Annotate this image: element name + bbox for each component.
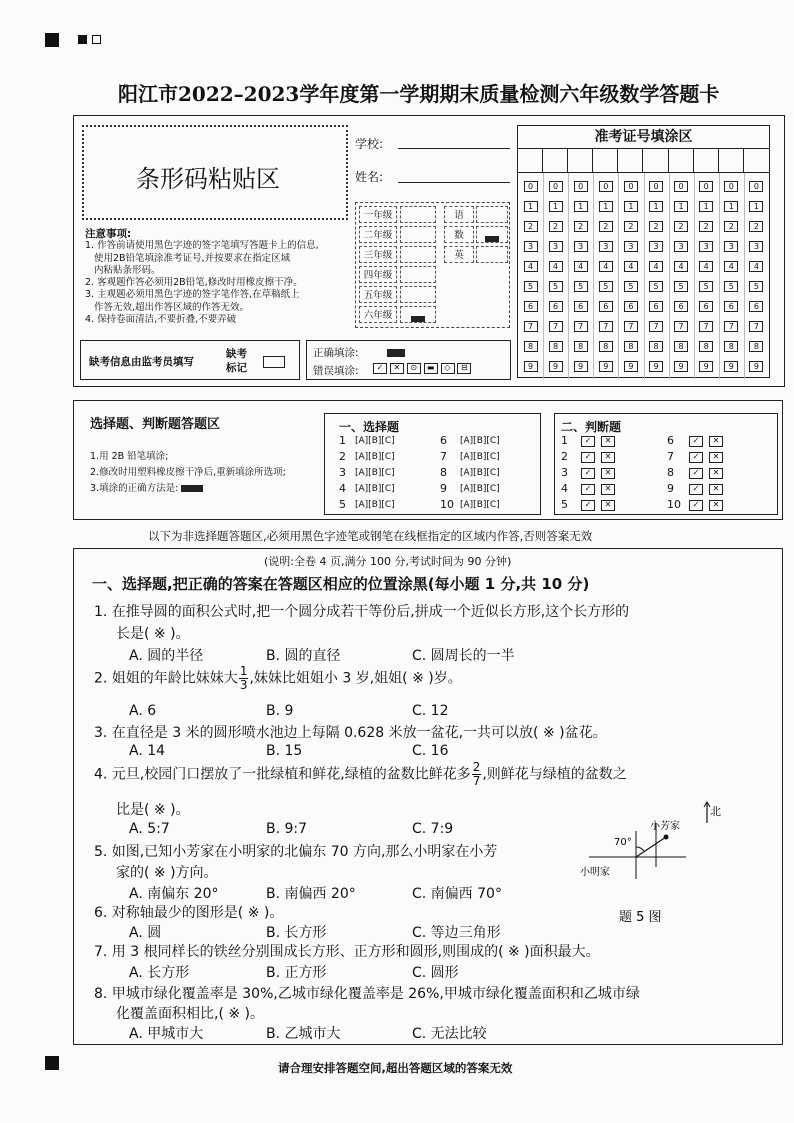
footer-note: 请合理安排答题空间,超出答题区域的答案无效 xyxy=(278,1061,513,1075)
objective-answer-area xyxy=(73,400,783,520)
q8-option-c: C. 无法比较 xyxy=(412,1026,487,1042)
fig-angle-arc xyxy=(636,847,644,851)
subject-math-fill[interactable] xyxy=(476,226,508,243)
exam-digit-bubble[interactable]: 5 xyxy=(624,281,638,292)
q2-option-a: A. 6 xyxy=(129,703,157,719)
exam-digit-bubble[interactable]: 0 xyxy=(549,181,563,192)
wrong-mark-dash: ▬ xyxy=(424,363,438,374)
wrong-mark-check: ✓ xyxy=(373,363,387,374)
exam-digit-bubble[interactable]: 4 xyxy=(624,261,638,272)
judge-true-bubble[interactable]: ✓ xyxy=(689,436,703,447)
choice-box xyxy=(324,413,541,515)
instruction-line: 3.填涂的正确方法是: xyxy=(90,481,286,497)
exam-digit-bubble[interactable]: 4 xyxy=(674,261,688,272)
judge-true-bubble[interactable]: ✓ xyxy=(581,484,595,495)
choice-options[interactable]: [A][B][C] xyxy=(355,436,395,446)
subject-chinese: 语 xyxy=(444,206,474,223)
grade-2: 二年级 xyxy=(359,226,397,243)
page-mark xyxy=(78,35,87,44)
question-5: 5. 如图,已知小芳家在小明家的北偏东 70 方向,那么小明家在小芳 xyxy=(94,844,498,860)
notes xyxy=(85,228,347,326)
north-label: 北 xyxy=(710,805,721,818)
choice-options[interactable]: [A][B][C] xyxy=(355,484,395,494)
exam-digit-bubble[interactable]: 8 xyxy=(549,341,563,352)
exam-digit-bubble[interactable]: 4 xyxy=(599,261,613,272)
exam-digit-bubble[interactable]: 1 xyxy=(599,201,613,212)
question-5-figure xyxy=(574,799,724,924)
exam-digit-bubble[interactable]: 0 xyxy=(674,181,688,192)
wrong-mark-diamond: ◇ xyxy=(441,363,455,374)
note-line: 2. 客观题作答必须用2B铅笔,修改时用橡皮擦干净。 xyxy=(85,277,303,289)
choice-number: 8 xyxy=(440,466,447,479)
grade-6: 六年级 xyxy=(359,306,397,323)
question-3: 3. 在直径是 3 米的圆形喷水池边上每隔 0.628 米放一盆花,一共可以放( ※ )盆花。 xyxy=(94,725,607,741)
grade-4: 四年级 xyxy=(359,266,397,283)
q4-option-b: B. 9:7 xyxy=(266,821,308,837)
exam-digit-bubble[interactable]: 6 xyxy=(549,301,563,312)
fig-xiaoming-label: 小明家 xyxy=(580,867,610,878)
choice-options[interactable]: [A][B][C] xyxy=(460,484,500,494)
exam-digit-bubble[interactable]: 9 xyxy=(749,361,763,372)
judge-true-bubble[interactable]: ✓ xyxy=(581,500,595,511)
choice-options[interactable]: [A][B][C] xyxy=(460,436,500,446)
exam-digit-bubble[interactable]: 8 xyxy=(649,341,663,352)
exam-digit-bubble[interactable]: 5 xyxy=(549,281,563,292)
q5-option-b: B. 南偏西 20° xyxy=(266,886,356,902)
exam-digit-bubble[interactable]: 8 xyxy=(749,341,763,352)
wrong-mark-circle: ⊙ xyxy=(407,363,421,374)
answer-body xyxy=(73,548,783,1045)
instruction-line: 2.修改时用塑料橡皮擦干净后,重新填涂所选项; xyxy=(90,467,286,478)
wrong-mark-line: ⊟ xyxy=(457,363,471,374)
exam-digit-bubble[interactable]: 8 xyxy=(624,341,638,352)
exam-digit-bubble[interactable]: 1 xyxy=(699,201,713,212)
instruction-line: 1.用 2B 铅笔填涂; xyxy=(90,451,169,462)
judge-true-bubble[interactable]: ✓ xyxy=(581,468,595,479)
judge-number: 7 xyxy=(667,450,674,463)
exam-digit-bubble[interactable]: 6 xyxy=(624,301,638,312)
exam-number-col-divider xyxy=(669,173,670,379)
exam-digit-bubble[interactable]: 4 xyxy=(724,261,738,272)
exam-number-write-cell[interactable] xyxy=(618,148,643,172)
exam-number-write-cell[interactable] xyxy=(719,148,744,172)
note-line: 使用2B铅笔填涂准考证号,并按要求在指定区域 xyxy=(94,252,291,264)
judge-box xyxy=(554,413,778,515)
question-1-cont: 长是( ※ )。 xyxy=(116,626,190,642)
exam-number-write-cell[interactable] xyxy=(644,148,669,172)
absent-mark-box[interactable] xyxy=(263,356,285,368)
exam-digit-bubble[interactable]: 1 xyxy=(724,201,738,212)
judge-true-bubble[interactable]: ✓ xyxy=(689,484,703,495)
exam-number-col-divider xyxy=(694,173,695,379)
exam-digit-bubble[interactable]: 0 xyxy=(599,181,613,192)
exam-digit-bubble[interactable]: 9 xyxy=(724,361,738,372)
q6-option-b: B. 长方形 xyxy=(266,925,327,941)
exam-digit-bubble[interactable]: 2 xyxy=(574,221,588,232)
note-line: 3. 主观题必须用黑色字迹的签字笔作答,在草稿纸上 xyxy=(85,289,300,301)
exam-digit-bubble[interactable]: 6 xyxy=(724,301,738,312)
exam-digit-bubble[interactable]: 1 xyxy=(549,201,563,212)
exam-digit-bubble[interactable]: 4 xyxy=(549,261,563,272)
fig-caption: 题 5 图 xyxy=(619,910,662,924)
judge-number: 4 xyxy=(561,482,568,495)
exam-digit-bubble[interactable]: 2 xyxy=(724,221,738,232)
question-8: 8. 甲城市绿化覆盖率是 30%,乙城市绿化覆盖率是 26%,甲城市绿化覆盖面积和乙城市绿 xyxy=(94,986,640,1002)
exam-digit-bubble[interactable]: 0 xyxy=(649,181,663,192)
exam-digit-bubble[interactable]: 2 xyxy=(599,221,613,232)
exam-digit-bubble[interactable]: 3 xyxy=(574,241,588,252)
q6-option-c: C. 等边三角形 xyxy=(412,925,501,941)
grade-5: 五年级 xyxy=(359,286,397,303)
exam-digit-bubble[interactable]: 8 xyxy=(574,341,588,352)
subject-english: 英 xyxy=(444,246,474,263)
q2-option-c: C. 12 xyxy=(412,703,449,719)
fraction-two-sevenths: $\frac{2}{7}$ xyxy=(472,760,481,788)
question-8-cont: 化覆盖面积相比,( ※ )。 xyxy=(116,1006,265,1022)
judge-number: 1 xyxy=(561,434,568,447)
exam-number-col-divider xyxy=(644,173,645,379)
exam-digit-bubble[interactable]: 0 xyxy=(724,181,738,192)
exam-digit-bubble[interactable]: 7 xyxy=(599,321,613,332)
note-line: 内粘贴条形码。 xyxy=(94,264,161,276)
choice-number: 3 xyxy=(339,466,346,479)
exam-digit-bubble[interactable]: 5 xyxy=(699,281,713,292)
exam-digit-bubble[interactable]: 3 xyxy=(674,241,688,252)
subject-math: 数 xyxy=(444,226,474,243)
judge-number: 9 xyxy=(667,482,674,495)
choice-options[interactable]: [A][B][C] xyxy=(355,500,395,510)
exam-digit-bubble[interactable]: 6 xyxy=(674,301,688,312)
exam-digit-bubble[interactable]: 0 xyxy=(624,181,638,192)
exam-digit-bubble[interactable]: 9 xyxy=(699,361,713,372)
name-label: 姓名: xyxy=(355,170,384,184)
q7-option-a: A. 长方形 xyxy=(129,965,190,981)
exam-digit-bubble[interactable]: 2 xyxy=(674,221,688,232)
q8-option-b: B. 乙城市大 xyxy=(266,1026,341,1042)
non-choice-notice: 以下为非选择题答题区,必须用黑色字迹笔或钢笔在线框指定的区域内作答,否则答案无效 xyxy=(148,529,593,543)
q1-option-c: C. 圆周长的一半 xyxy=(412,648,515,664)
fraction-one-third: $\frac{1}{3}$ xyxy=(239,664,248,692)
question-4-cont: 比是( ※ )。 xyxy=(116,802,190,818)
paper-explain: (说明:全卷 4 页,满分 100 分,考试时间为 90 分钟) xyxy=(264,555,512,568)
q5-option-c: C. 南偏西 70° xyxy=(412,886,502,902)
judge-number: 8 xyxy=(667,466,674,479)
judge-false-bubble[interactable]: ✕ xyxy=(709,484,723,495)
objective-instructions xyxy=(90,449,286,497)
q6-option-a: A. 圆 xyxy=(129,925,162,941)
exam-digit-bubble[interactable]: 0 xyxy=(524,181,538,192)
exam-digit-bubble[interactable]: 2 xyxy=(649,221,663,232)
exam-number-area xyxy=(517,125,770,378)
exam-digit-bubble[interactable]: 9 xyxy=(674,361,688,372)
exam-number-col-divider xyxy=(618,173,619,379)
choice-options[interactable]: [A][B][C] xyxy=(355,452,395,462)
correct-fill-label: 正确填涂: xyxy=(313,347,359,359)
judge-false-bubble[interactable]: ✕ xyxy=(709,436,723,447)
judge-title: 二、判断题 xyxy=(561,420,622,434)
grade-1: 一年级 xyxy=(359,206,397,223)
absent-mark-label: 缺考标记 xyxy=(226,348,247,374)
exam-digit-bubble[interactable]: 7 xyxy=(724,321,738,332)
exam-digit-bubble[interactable]: 3 xyxy=(599,241,613,252)
exam-digit-bubble[interactable]: 1 xyxy=(574,201,588,212)
notes-title: 注意事项: xyxy=(85,228,132,240)
exam-digit-bubble[interactable]: 6 xyxy=(749,301,763,312)
absent-text: 缺考信息由监考员填写 xyxy=(89,356,194,368)
exam-digit-bubble[interactable]: 6 xyxy=(524,301,538,312)
grade-4-fill[interactable] xyxy=(400,266,436,283)
choice-number: 1 xyxy=(339,434,346,447)
choice-number: 2 xyxy=(339,450,346,463)
choice-number: 4 xyxy=(339,482,346,495)
judge-number: 6 xyxy=(667,434,674,447)
exam-digit-bubble[interactable]: 6 xyxy=(649,301,663,312)
exam-digit-bubble[interactable]: 3 xyxy=(624,241,638,252)
exam-digit-bubble[interactable]: 8 xyxy=(699,341,713,352)
section-1-title: 一、选择题,把正确的答案在答题区相应的位置涂黑(每小题 1 分,共 10 分) xyxy=(92,575,590,593)
exam-digit-bubble[interactable]: 7 xyxy=(674,321,688,332)
exam-digit-bubble[interactable]: 7 xyxy=(749,321,763,332)
choice-options[interactable]: [A][B][C] xyxy=(460,500,500,510)
wrong-fill-examples xyxy=(373,363,471,374)
judge-false-bubble[interactable]: ✕ xyxy=(601,452,615,463)
judge-false-bubble[interactable]: ✕ xyxy=(601,436,615,447)
exam-number-write-cell[interactable] xyxy=(744,148,769,172)
question-5-cont: 家的( ※ )方向。 xyxy=(116,865,218,881)
corner-mark xyxy=(45,1056,59,1070)
exam-number-col-divider xyxy=(744,173,745,379)
exam-digit-bubble[interactable]: 5 xyxy=(599,281,613,292)
fig-bearing-line xyxy=(636,837,666,857)
subject-english-fill[interactable] xyxy=(476,246,508,263)
q3-option-a: A. 14 xyxy=(129,743,166,759)
corner-mark xyxy=(45,33,59,47)
correct-fill-example xyxy=(181,485,203,492)
judge-false-bubble[interactable]: ✕ xyxy=(709,452,723,463)
q3-option-b: B. 15 xyxy=(266,743,303,759)
name-field[interactable] xyxy=(398,182,510,183)
note-line: 4. 保持卷面清洁,不要折叠,不要弄破 xyxy=(85,314,237,326)
exam-digit-bubble[interactable]: 6 xyxy=(574,301,588,312)
q3-option-c: C. 16 xyxy=(412,743,449,759)
judge-number: 5 xyxy=(561,498,568,511)
fill-example-box xyxy=(306,340,511,380)
q1-option-a: A. 圆的半径 xyxy=(129,648,204,664)
judge-true-bubble[interactable]: ✓ xyxy=(581,452,595,463)
judge-false-bubble[interactable]: ✕ xyxy=(601,484,615,495)
exam-digit-bubble[interactable]: 3 xyxy=(549,241,563,252)
barcode-area xyxy=(82,125,348,220)
choice-options[interactable]: [A][B][C] xyxy=(460,452,500,462)
exam-digit-bubble[interactable]: 7 xyxy=(524,321,538,332)
filled-mark xyxy=(411,316,425,322)
note-line: 1. 作答前请使用黑色字迹的签字笔填写答题卡上的信息, xyxy=(85,240,319,252)
exam-number-col-divider xyxy=(568,173,569,379)
exam-digit-bubble[interactable]: 1 xyxy=(649,201,663,212)
judge-true-bubble[interactable]: ✓ xyxy=(689,468,703,479)
judge-number: 10 xyxy=(667,498,681,511)
exam-number-write-cell[interactable] xyxy=(518,148,543,172)
exam-digit-bubble[interactable]: 3 xyxy=(649,241,663,252)
exam-digit-bubble[interactable]: 4 xyxy=(574,261,588,272)
exam-digit-bubble[interactable]: 1 xyxy=(674,201,688,212)
q5-option-a: A. 南偏东 20° xyxy=(129,886,219,902)
exam-digit-bubble[interactable]: 8 xyxy=(724,341,738,352)
exam-digit-bubble[interactable]: 4 xyxy=(524,261,538,272)
exam-number-col-divider xyxy=(719,173,720,379)
choice-number: 6 xyxy=(440,434,447,447)
exam-digit-bubble[interactable]: 7 xyxy=(699,321,713,332)
absent-box xyxy=(80,340,300,380)
exam-digit-bubble[interactable]: 4 xyxy=(649,261,663,272)
exam-digit-bubble[interactable]: 9 xyxy=(549,361,563,372)
judge-false-bubble[interactable]: ✕ xyxy=(709,468,723,479)
exam-digit-bubble[interactable]: 6 xyxy=(699,301,713,312)
choice-number: 5 xyxy=(339,498,346,511)
exam-digit-bubble[interactable]: 9 xyxy=(574,361,588,372)
grade-2-fill[interactable] xyxy=(400,226,436,243)
barcode-label: 条形码粘贴区 xyxy=(136,165,280,193)
exam-digit-bubble[interactable]: 3 xyxy=(699,241,713,252)
note-line: 作答无效,超出作答区域的作答无效。 xyxy=(94,301,250,313)
q4-option-a: A. 5:7 xyxy=(129,821,170,837)
grade-subject-box xyxy=(355,202,510,328)
grade-5-fill[interactable] xyxy=(400,286,436,303)
exam-digit-bubble[interactable]: 2 xyxy=(699,221,713,232)
school-field[interactable] xyxy=(398,148,510,149)
exam-digit-bubble[interactable]: 5 xyxy=(524,281,538,292)
grade-3: 三年级 xyxy=(359,246,397,263)
exam-digit-bubble[interactable]: 7 xyxy=(649,321,663,332)
question-2: 2. 姐姐的年龄比妹妹大 $\frac{1}{3}$ ,妹妹比姐姐小 3 岁,姐姐( ※ )岁。 xyxy=(94,664,462,692)
q7-option-c: C. 圆形 xyxy=(412,965,459,981)
exam-digit-bubble[interactable]: 6 xyxy=(599,301,613,312)
choice-number: 9 xyxy=(440,482,447,495)
choice-options[interactable]: [A][B][C] xyxy=(460,468,500,478)
exam-number-col-divider xyxy=(543,173,544,379)
q4-option-c: C. 7:9 xyxy=(412,821,454,837)
q2-option-b: B. 9 xyxy=(266,703,294,719)
choice-number: 10 xyxy=(440,498,454,511)
question-1: 1. 在推导圆的面积公式时,把一个圆分成若干等份后,拼成一个近似长方形,这个长方形的 xyxy=(94,604,630,620)
exam-number-write-cell[interactable] xyxy=(669,148,694,172)
objective-title: 选择题、判断题答题区 xyxy=(90,417,221,432)
exam-digit-bubble[interactable]: 8 xyxy=(674,341,688,352)
exam-digit-bubble[interactable]: 4 xyxy=(699,261,713,272)
exam-digit-bubble[interactable]: 0 xyxy=(699,181,713,192)
page-mark-empty xyxy=(92,35,101,44)
q7-option-b: B. 正方形 xyxy=(266,965,327,981)
exam-digit-bubble[interactable]: 5 xyxy=(749,281,763,292)
exam-number-write-cell[interactable] xyxy=(593,148,618,172)
question-4: 4. 元旦,校园门口摆放了一批绿植和鲜花,绿植的盆数比鲜花多 $\frac{2}{7}$ ,则鲜花与绿植的盆数之 xyxy=(94,760,627,788)
exam-digit-bubble[interactable]: 5 xyxy=(649,281,663,292)
judge-number: 3 xyxy=(561,466,568,479)
exam-digit-bubble[interactable]: 1 xyxy=(749,201,763,212)
exam-digit-bubble[interactable]: 8 xyxy=(524,341,538,352)
page-title: 阳江市2022–2023学年度第一学期期末质量检测六年级数学答题卡 xyxy=(118,82,720,106)
question-6: 6. 对称轴最少的图形是( ※ )。 xyxy=(94,905,284,921)
exam-digit-bubble[interactable]: 9 xyxy=(649,361,663,372)
exam-digit-bubble[interactable]: 5 xyxy=(574,281,588,292)
choice-options[interactable]: [A][B][C] xyxy=(355,468,395,478)
q1-option-b: B. 圆的直径 xyxy=(266,648,341,664)
judge-false-bubble[interactable]: ✕ xyxy=(601,468,615,479)
exam-digit-bubble[interactable]: 1 xyxy=(624,201,638,212)
exam-number-write-cell[interactable] xyxy=(543,148,568,172)
exam-digit-bubble[interactable]: 9 xyxy=(624,361,638,372)
exam-digit-bubble[interactable]: 9 xyxy=(524,361,538,372)
grade-3-fill[interactable] xyxy=(400,246,436,263)
exam-digit-bubble[interactable]: 2 xyxy=(549,221,563,232)
exam-number-col-divider xyxy=(593,173,594,379)
exam-digit-bubble[interactable]: 3 xyxy=(524,241,538,252)
exam-digit-bubble[interactable]: 7 xyxy=(624,321,638,332)
exam-digit-bubble[interactable]: 1 xyxy=(524,201,538,212)
judge-number: 2 xyxy=(561,450,568,463)
judge-true-bubble[interactable]: ✓ xyxy=(689,500,703,511)
fig-xiaofang-label: 小芳家 xyxy=(650,821,680,832)
judge-false-bubble[interactable]: ✕ xyxy=(601,500,615,511)
filled-mark xyxy=(485,236,499,242)
exam-digit-bubble[interactable]: 4 xyxy=(749,261,763,272)
grade-1-fill[interactable] xyxy=(400,206,436,223)
exam-digit-bubble[interactable]: 7 xyxy=(549,321,563,332)
judge-true-bubble[interactable]: ✓ xyxy=(689,452,703,463)
exam-digit-bubble[interactable]: 8 xyxy=(599,341,613,352)
exam-digit-bubble[interactable]: 0 xyxy=(574,181,588,192)
exam-digit-bubble[interactable]: 5 xyxy=(674,281,688,292)
choice-title: 一、选择题 xyxy=(339,420,400,434)
exam-number-write-cell[interactable] xyxy=(568,148,593,172)
grade-6-fill[interactable] xyxy=(400,306,436,323)
exam-number-write-row xyxy=(518,148,769,173)
exam-digit-bubble[interactable]: 2 xyxy=(524,221,538,232)
subject-chinese-fill[interactable] xyxy=(476,206,508,223)
exam-digit-bubble[interactable]: 7 xyxy=(574,321,588,332)
question-7: 7. 用 3 根同样长的铁丝分别围成长方形、正方形和圆形,则围成的( ※ )面积最大。 xyxy=(94,944,600,960)
school-label: 学校: xyxy=(355,137,384,151)
exam-digit-bubble[interactable]: 5 xyxy=(724,281,738,292)
fig-angle-label: 70° xyxy=(614,837,632,848)
exam-number-write-cell[interactable] xyxy=(694,148,719,172)
exam-digit-bubble[interactable]: 3 xyxy=(749,241,763,252)
exam-digit-bubble[interactable]: 2 xyxy=(749,221,763,232)
fig-xiaofang-point xyxy=(664,835,669,840)
exam-digit-bubble[interactable]: 0 xyxy=(749,181,763,192)
judge-false-bubble[interactable]: ✕ xyxy=(709,500,723,511)
wrong-mark-cross: ✕ xyxy=(390,363,404,374)
q8-option-a: A. 甲城市大 xyxy=(129,1026,204,1042)
exam-digit-bubble[interactable]: 2 xyxy=(624,221,638,232)
wrong-fill-label: 错误填涂: xyxy=(313,365,359,377)
exam-digit-bubble[interactable]: 3 xyxy=(724,241,738,252)
correct-fill-example xyxy=(387,349,405,357)
exam-digit-bubble[interactable]: 9 xyxy=(599,361,613,372)
exam-number-title: 准考证号填涂区 xyxy=(518,126,769,149)
choice-number: 7 xyxy=(440,450,447,463)
judge-true-bubble[interactable]: ✓ xyxy=(581,436,595,447)
